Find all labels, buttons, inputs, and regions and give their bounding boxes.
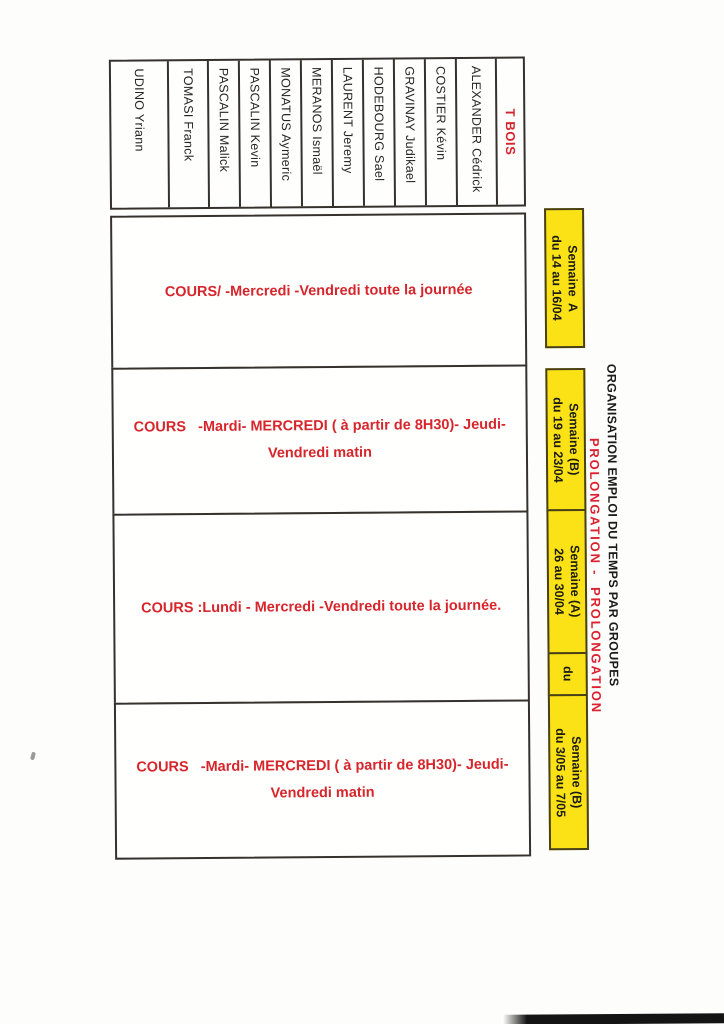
student-name-cell bbox=[364, 59, 396, 205]
student-name-cell bbox=[457, 59, 498, 205]
group-header-label: T BOIS bbox=[502, 108, 519, 156]
schedule-text: COURS/ -Mercredi -Vendredi toute la journée bbox=[164, 281, 473, 300]
student-name: MERANOS Ismaël bbox=[309, 67, 325, 175]
student-name-cell bbox=[333, 60, 365, 206]
document-title: ORGANISATION EMPLOI DU TEMPS PAR GROUPES bbox=[604, 363, 621, 687]
week-header-cell bbox=[548, 652, 588, 696]
schedule-row bbox=[112, 510, 529, 704]
students-header-row bbox=[109, 56, 526, 209]
student-name-cell bbox=[271, 60, 303, 206]
week-label: Semaine A du 14 au 16/04 bbox=[549, 235, 580, 322]
scanner-edge-artifact bbox=[503, 1013, 724, 1024]
schedule-row bbox=[110, 212, 527, 369]
student-name: TOMASI Franck bbox=[180, 68, 196, 162]
student-name: UDINO Yriann bbox=[131, 68, 147, 152]
schedule-row bbox=[114, 699, 531, 859]
week-header-cell bbox=[544, 208, 585, 348]
week-label: Semaine (B) du 19 au 23/04 bbox=[550, 396, 582, 483]
group-header-cell bbox=[497, 58, 524, 204]
schedule-text: Vendredi matin bbox=[267, 444, 372, 462]
schedule-text: COURS -Mardi- MERCREDI ( à partir de 8H30)- Jeudi- bbox=[133, 416, 506, 436]
student-name-cell bbox=[426, 59, 458, 205]
document-subtitle: PROLONGATION - PROLONGATION bbox=[586, 437, 605, 714]
student-name-cell bbox=[111, 61, 170, 207]
schedule-row bbox=[111, 364, 528, 515]
student-name: PASCALIN Malick bbox=[216, 67, 232, 173]
document-title-block bbox=[585, 364, 622, 714]
week-header-cell bbox=[546, 509, 587, 654]
student-name-cell bbox=[240, 60, 272, 206]
schedule-text: COURS -Mardi- MERCREDI ( à partir de 8H30)- Jeudi- bbox=[136, 756, 509, 776]
week-label: du bbox=[560, 666, 575, 682]
student-name: LAURENT Jeremy bbox=[340, 66, 356, 174]
student-name-cell bbox=[395, 59, 427, 205]
schedule-text: COURS :Lundi - Mercredi -Vendredi toute la journée. bbox=[141, 597, 502, 617]
student-name: COSTIER Kévin bbox=[433, 66, 449, 161]
student-name-cell bbox=[302, 60, 334, 206]
student-name-cell bbox=[209, 61, 241, 207]
student-name: GRAVINAY Judikael bbox=[402, 66, 418, 184]
student-name: HODEBOURG Sael bbox=[371, 66, 387, 182]
week-label: Semaine (A) 26 au 30/04 bbox=[551, 545, 583, 618]
student-name: PASCALIN Kevin bbox=[247, 67, 263, 168]
week-header-cell bbox=[545, 368, 586, 511]
week-header-cell bbox=[548, 694, 589, 850]
student-name: ALEXANDER Cédrick bbox=[468, 65, 484, 193]
student-name: MONATUS Aymeric bbox=[278, 67, 294, 182]
schedule-text: Vendredi matin bbox=[270, 784, 375, 801]
week-label: Semaine (B) du 3/05 au 7/05 bbox=[553, 727, 584, 817]
student-name-cell bbox=[169, 61, 210, 207]
